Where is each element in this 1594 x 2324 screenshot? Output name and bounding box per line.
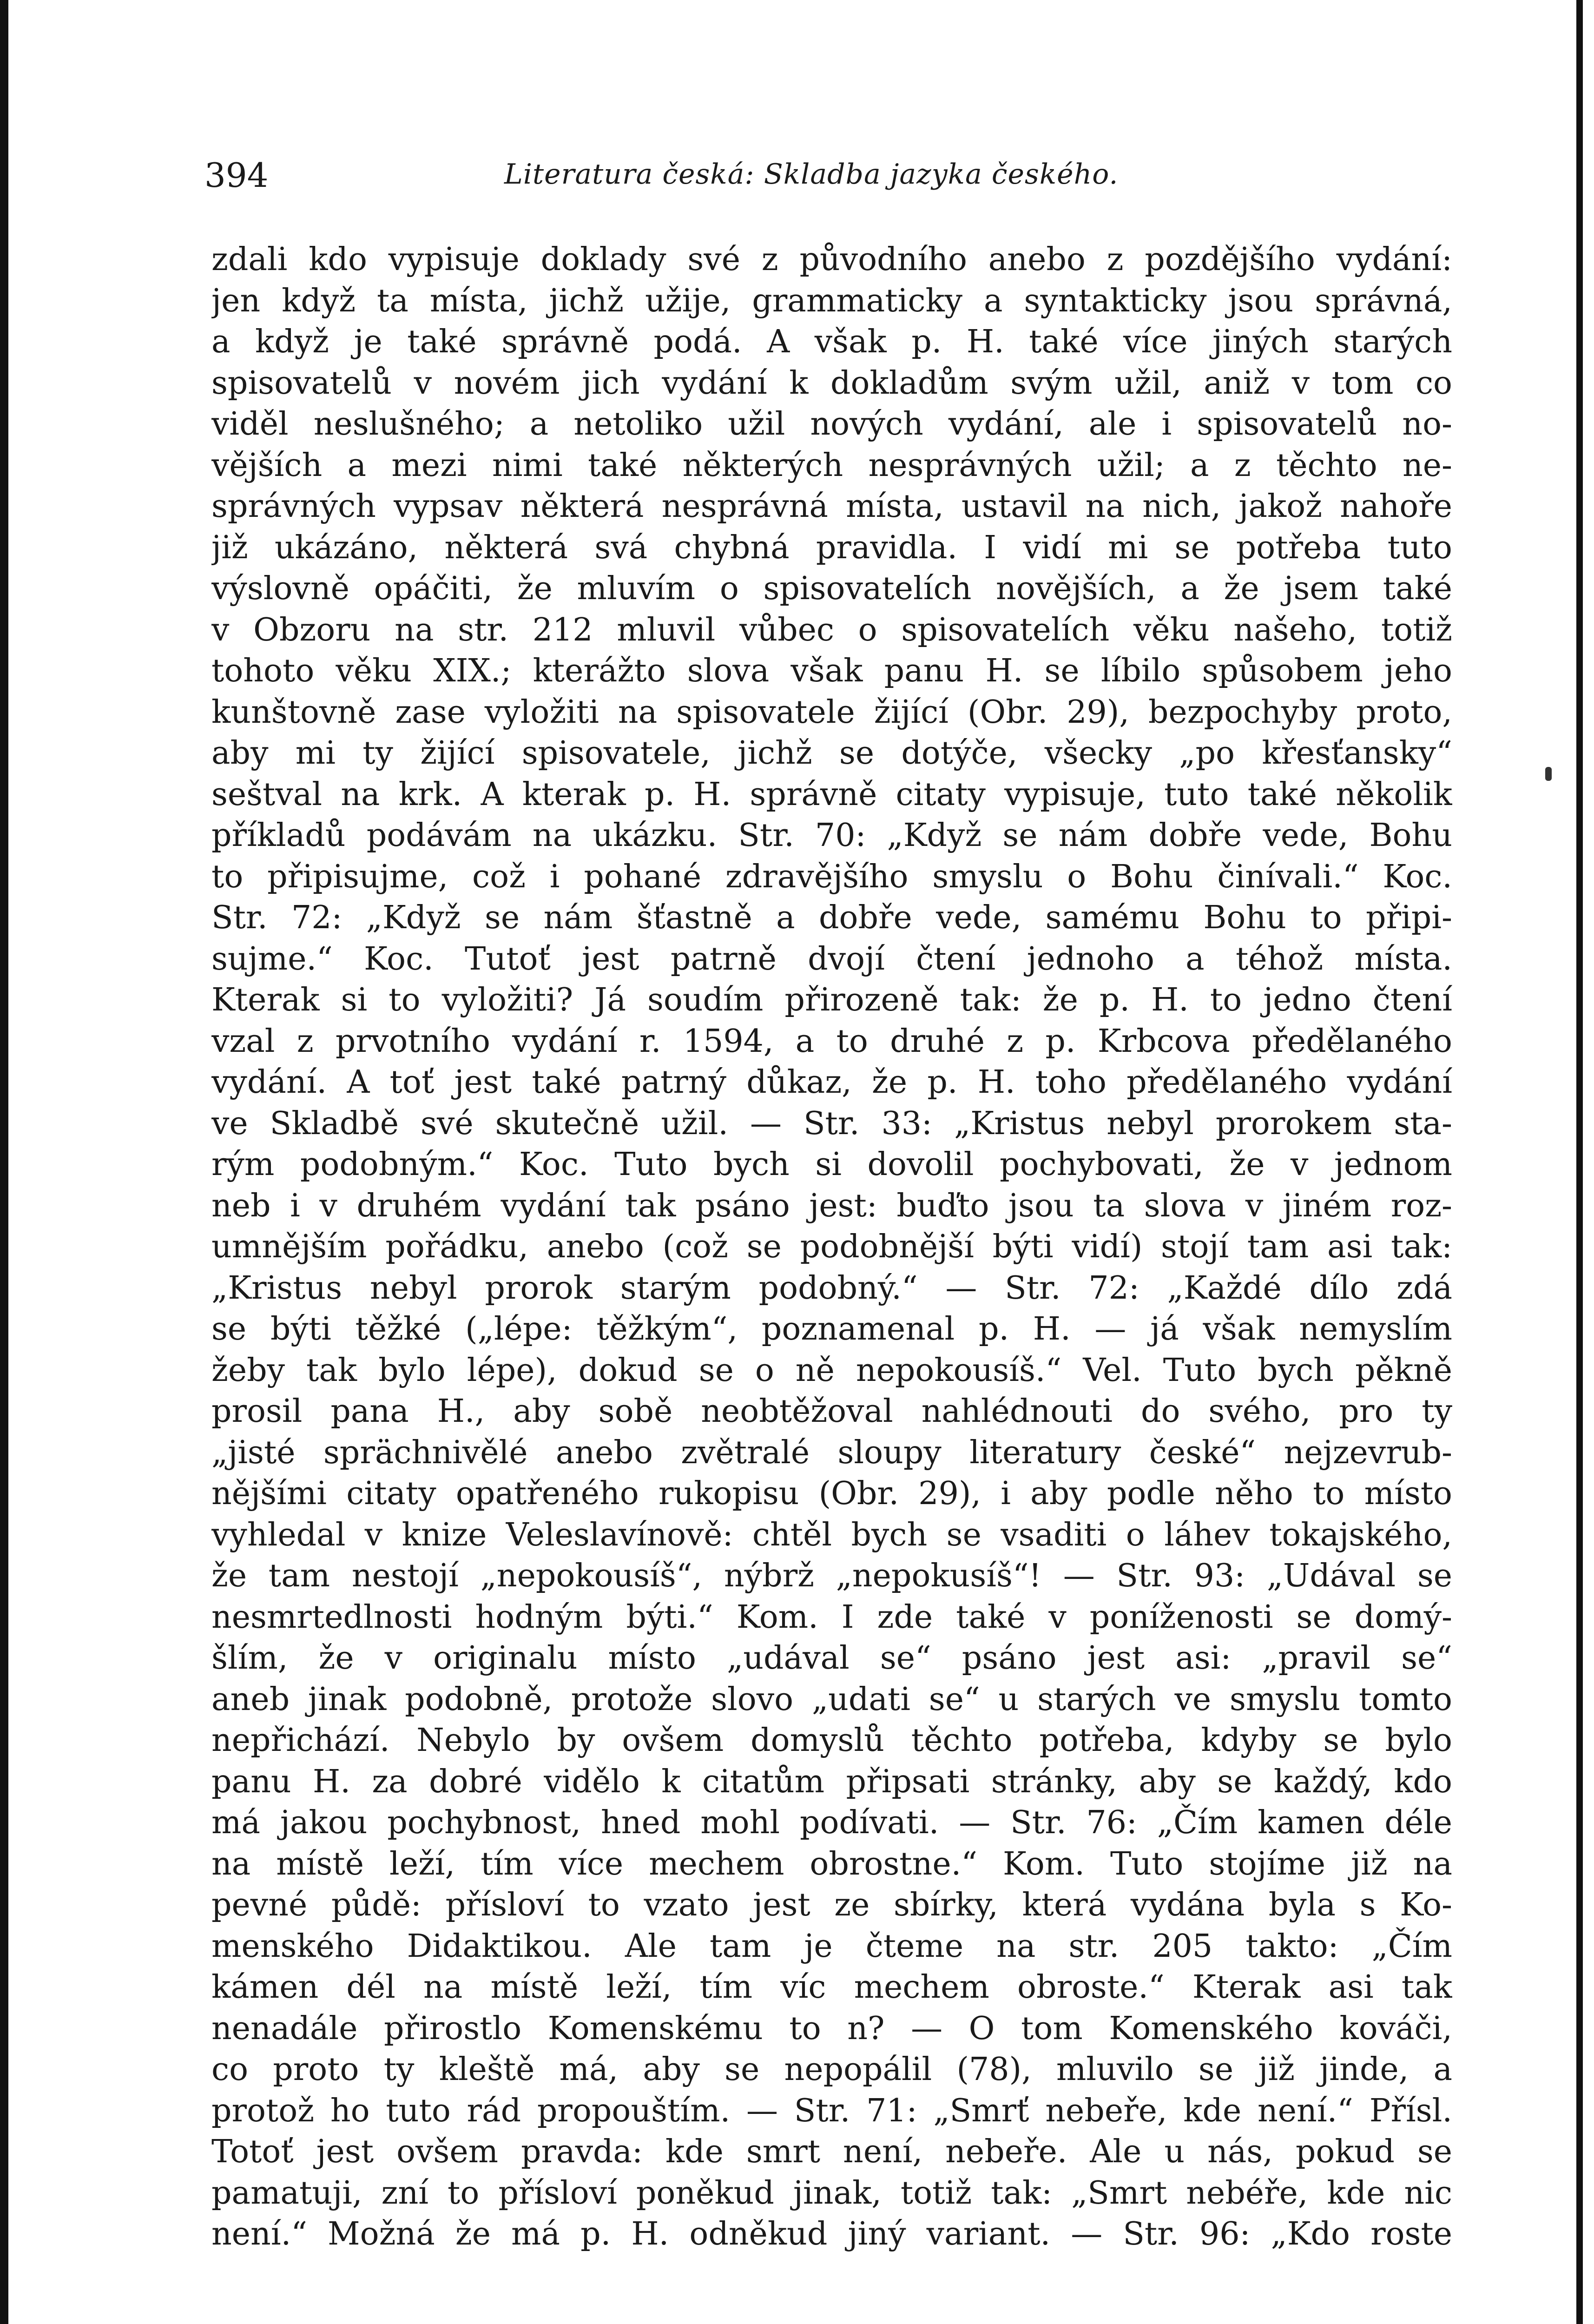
- text-line: vějších a mezi nimi také některých nesprávných užil; a z těchto ne-: [211, 447, 1452, 484]
- text-line: menského Didaktikou. Ale tam je čteme na str. 205 takto: „Čím: [211, 1928, 1452, 1965]
- text-line: nesmrtedlnosti hodným býti.“ Kom. I zde také v poníženosti se domý-: [211, 1598, 1452, 1636]
- text-line: rým podobným.“ Koc. Tuto bych si dovolil pochybovati, že v jednom: [211, 1146, 1452, 1183]
- text-line: zdali kdo vypisuje doklady své z původního anebo z pozdějšího vydání:: [211, 241, 1452, 278]
- page-edge-right: [1576, 0, 1583, 2324]
- text-line: umnějším pořádku, anebo (což se podobnější býti vidí) stojí tam asi tak:: [211, 1228, 1452, 1265]
- text-line: není.“ Možná že má p. H. odněkud jiný variant. — Str. 96: „Kdo roste: [211, 2216, 1452, 2252]
- text-line: vyhledal v knize Veleslavínově: chtěl bych se vsaditi o láhev tokajského,: [211, 1516, 1452, 1553]
- text-line: viděl neslušného; a netoliko užil nových vydání, ale i spisovatelů no-: [211, 406, 1452, 442]
- page-edge-left: [0, 0, 8, 2324]
- text-line: žeby tak bylo lépe), dokud se o ně nepokousíš.“ Vel. Tuto bych pěkně: [211, 1352, 1452, 1389]
- text-line: pevné půdě: přísloví to vzato jest ze sbírky, která vydána byla s Ko-: [211, 1887, 1452, 1923]
- text-line: se býti těžké („lépe: těžkým“, poznamenal p. H. — já však nemyslím: [211, 1311, 1452, 1347]
- text-line: „Kristus nebyl prorok starým podobný.“ — Str. 72: „Každé dílo zdá: [211, 1269, 1452, 1307]
- text-line: tohoto věku XIX.; kterážto slova však panu H. se líbilo spůsobem jeho: [211, 653, 1452, 689]
- text-line: příkladů podávám na ukázku. Str. 70: „Když se nám dobře vede, Bohu: [211, 817, 1452, 854]
- page-number: 394: [204, 156, 269, 195]
- text-line: Totoť jest ovšem pravda: kde smrt není, nebeře. Ale u nás, pokud se: [211, 2133, 1452, 2170]
- text-line: vydání. A toť jest také patrný důkaz, že p. H. toho předělaného vydání: [211, 1064, 1452, 1101]
- text-line: aby mi ty žijící spisovatele, jichž se dotýče, všecky „po křesťansky“: [211, 735, 1452, 772]
- text-line: Str. 72: „Když se nám šťastně a dobře vede, samému Bohu to připi-: [211, 899, 1452, 936]
- text-line: kunštovně zase vyložiti na spisovatele žijící (Obr. 29), bezpochyby proto,: [211, 693, 1452, 731]
- text-line: má jakou pochybnost, hned mohl podívati. — Str. 76: „Čím kamen déle: [211, 1804, 1452, 1841]
- text-line: panu H. za dobré vidělo k citatům připsati stránky, aby se každý, kdo: [211, 1763, 1452, 1800]
- margin-mark: [1545, 767, 1552, 781]
- text-line: sujme.“ Koc. Tutoť jest patrně dvojí čtení jednoho a téhož místa.: [211, 940, 1452, 977]
- text-line: že tam nestojí „nepokousíš“, nýbrž „nepokusíš“! — Str. 93: „Udával se: [211, 1558, 1452, 1594]
- text-line: již ukázáno, některá svá chybná pravidla. I vidí mi se potřeba tuto: [211, 529, 1452, 566]
- text-line: na místě leží, tím více mechem obrostne.“ Kom. Tuto stojíme již na: [211, 1845, 1452, 1882]
- text-line: „jisté sprächnivělé anebo zvětralé sloupy literatury české“ nejzevrub-: [211, 1434, 1452, 1471]
- body-text: [211, 239, 1452, 2255]
- text-line: pamatuji, zní to přísloví poněkud jinak, totiž tak: „Smrt nebéře, kde nic: [211, 2174, 1452, 2212]
- text-line: to připisujme, což i pohané zdravějšího smyslu o Bohu činívali.“ Koc.: [211, 858, 1452, 895]
- text-line: a když je také správně podá. A však p. H. také více jiných starých: [211, 324, 1452, 360]
- page-margin-right: [1583, 0, 1594, 2324]
- text-line: nějšími citaty opatřeného rukopisu (Obr. 29), i aby podle něho to místo: [211, 1475, 1452, 1512]
- text-line: šlím, že v originalu místo „udával se“ psáno jest asi: „pravil se“: [211, 1640, 1452, 1677]
- text-line: nenadále přirostlo Komenskému to n? — O tom Komenského kováči,: [211, 2010, 1452, 2047]
- text-line: protož ho tuto rád propouštím. — Str. 71: „Smrť nebeře, kde není.“ Přísl.: [211, 2092, 1452, 2129]
- text-line: Kterak si to vyložiti? Já soudím přirozeně tak: že p. H. to jedno čtení: [211, 982, 1452, 1018]
- text-line: aneb jinak podobně, protože slovo „udati se“ u starých ve smyslu tomto: [211, 1681, 1452, 1718]
- text-line: nepřichází. Nebylo by ovšem domyslů těchto potřeba, kdyby se bylo: [211, 1722, 1452, 1759]
- text-line: výslovně opáčiti, že mluvím o spisovatelích novějších, a že jsem také: [211, 570, 1452, 607]
- text-line: seštval na krk. A kterak p. H. správně citaty vypisuje, tuto také několik: [211, 776, 1452, 813]
- running-title: Literatura česká: Skladba jazyka českého.: [504, 158, 1119, 191]
- text-line: ve Skladbě své skutečně užil. — Str. 33: „Kristus nebyl prorokem sta-: [211, 1105, 1452, 1142]
- text-line: v Obzoru na str. 212 mluvil vůbec o spisovatelích věku našeho, totiž: [211, 611, 1452, 648]
- text-line: správných vypsav některá nesprávná místa, ustavil na nich, jakož nahoře: [211, 488, 1452, 525]
- text-line: kámen dél na místě leží, tím víc mechem obroste.“ Kterak asi tak: [211, 1969, 1452, 2006]
- text-line: vzal z prvotního vydání r. 1594, a to druhé z p. Krbcova předělaného: [211, 1023, 1452, 1060]
- text-line: spisovatelů v novém jich vydání k dokladům svým užil, aniž v tom co: [211, 364, 1452, 402]
- text-line: jen když ta místa, jichž užije, grammaticky a syntakticky jsou správná,: [211, 282, 1452, 319]
- text-line: neb i v druhém vydání tak psáno jest: buďto jsou ta slova v jiném roz-: [211, 1187, 1452, 1224]
- text-line: prosil pana H., aby sobě neobtěžoval nahlédnouti do svého, pro ty: [211, 1393, 1452, 1430]
- text-line: co proto ty kleště má, aby se nepopálil (78), mluvilo se již jinde, a: [211, 2051, 1452, 2088]
